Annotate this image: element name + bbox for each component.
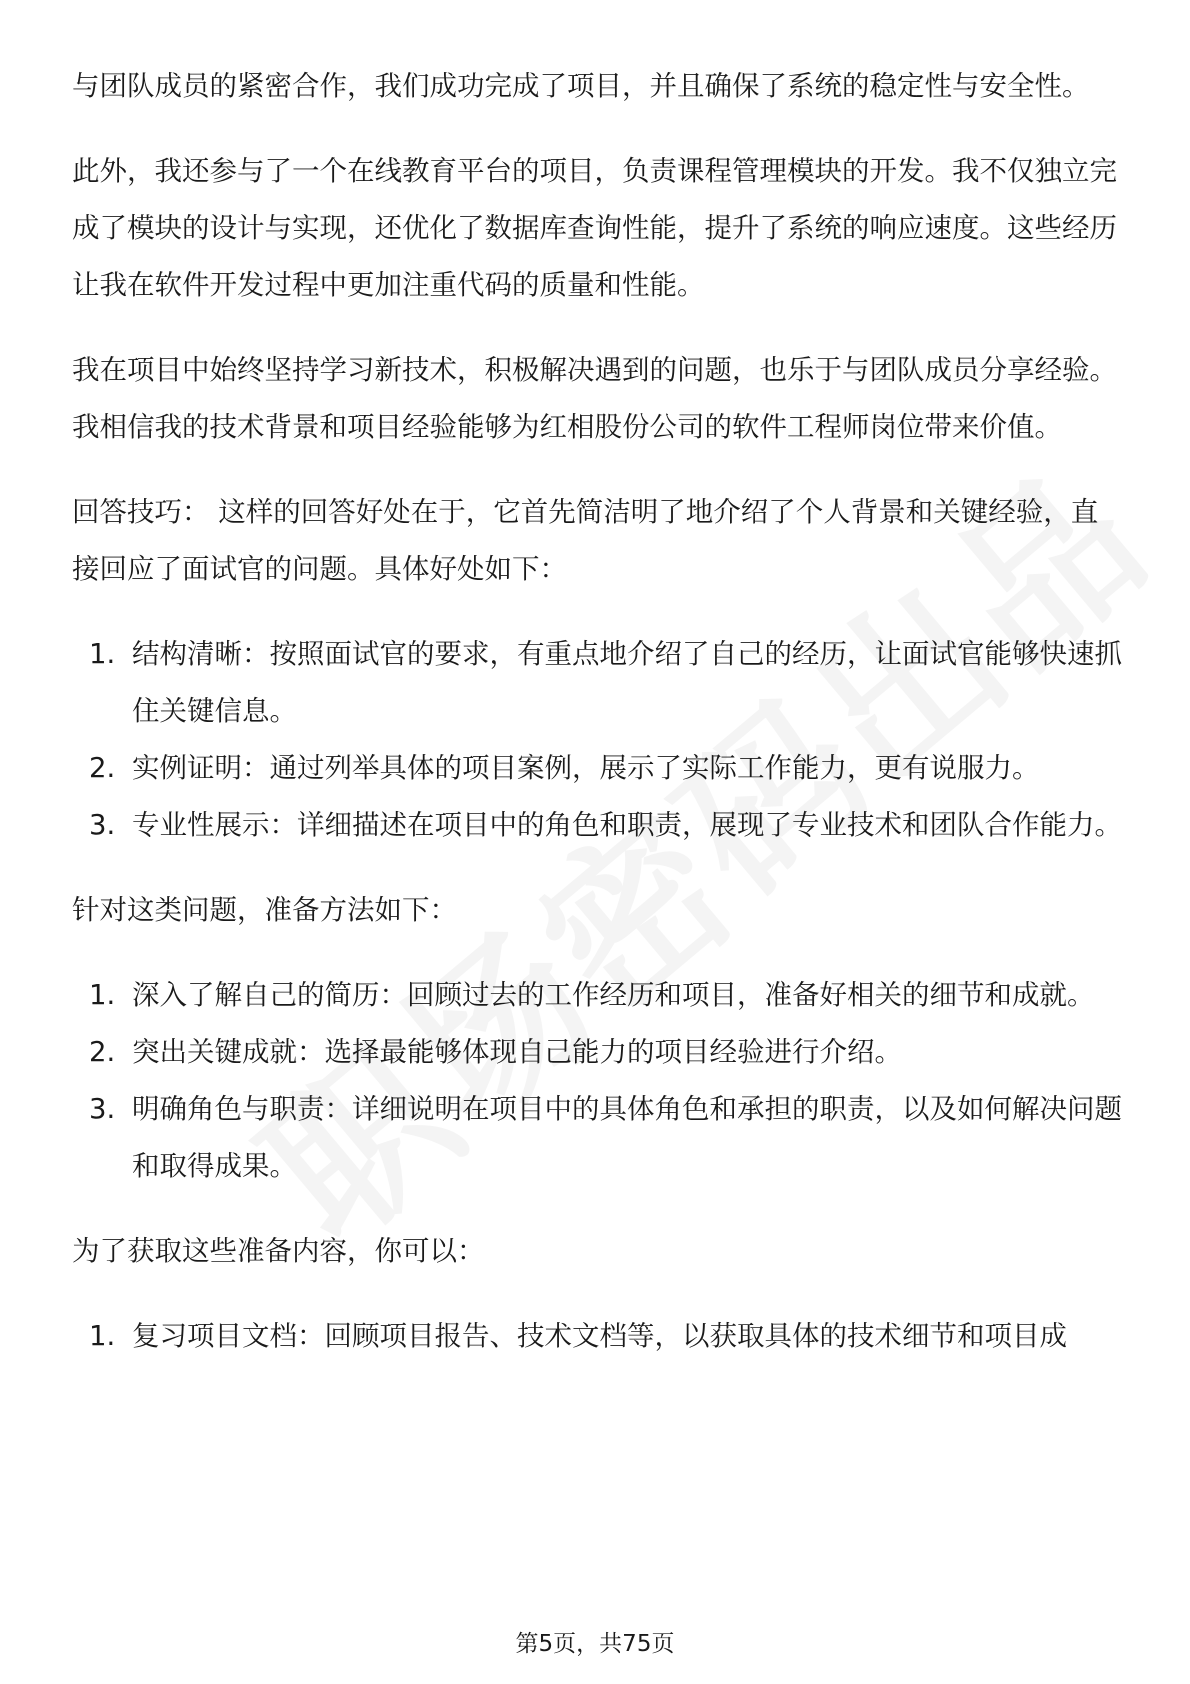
paragraph-continuation: 与团队成员的紧密合作，我们成功完成了项目，并且确保了系统的稳定性与安全性。: [72, 70, 1090, 102]
list-item: 2. 突出关键成就：选择最能够体现自己能力的项目经验进行介绍。: [124, 1024, 1122, 1081]
obtain-list: [72, 1308, 1122, 1365]
list-item: 1. 结构清晰：按照面试官的要求，有重点地介绍了自己的经历，让面试官能够快速抓住关键信息。: [124, 626, 1122, 740]
benefits-list: [72, 626, 1122, 854]
document-body: [72, 58, 1122, 1393]
paragraph-answer-tips: 回答技巧： 这样的回答好处在于，它首先简洁明了地介绍了个人背景和关键经验，直接回应了面试官的问题。具体好处如下：: [72, 496, 1099, 585]
paragraph-summary: 我在项目中始终坚持学习新技术，积极解决遇到的问题，也乐于与团队成员分享经验。我相信我的技术背景和项目经验能够为红相股份公司的软件工程师岗位带来价值。: [72, 354, 1117, 443]
list-item: 3. 明确角色与职责：详细说明在项目中的具体角色和承担的职责，以及如何解决问题和取得成果。: [124, 1081, 1122, 1195]
list-item: 3. 专业性展示：详细描述在项目中的角色和职责，展现了专业技术和团队合作能力。: [124, 797, 1122, 854]
paragraph-obtain: 为了获取这些准备内容，你可以：: [72, 1235, 485, 1267]
page-footer: 第5页，共75页: [515, 1631, 675, 1657]
list-item: 2. 实例证明：通过列举具体的项目案例，展示了实际工作能力，更有说服力。: [124, 740, 1122, 797]
list-item: 1. 复习项目文档：回顾项目报告、技术文档等，以获取具体的技术细节和项目成: [124, 1308, 1122, 1365]
paragraph-education-project: 此外，我还参与了一个在线教育平台的项目，负责课程管理模块的开发。我不仅独立完成了模块的设计与实现，还优化了数据库查询性能，提升了系统的响应速度。这些经历让我在软件开发过程中更加注重代码的质量和性能。: [72, 155, 1117, 301]
preparation-list: [72, 967, 1122, 1195]
paragraph-preparation: 针对这类问题，准备方法如下：: [72, 894, 457, 926]
list-item: 1. 深入了解自己的简历：回顾过去的工作经历和项目，准备好相关的细节和成就。: [124, 967, 1122, 1024]
